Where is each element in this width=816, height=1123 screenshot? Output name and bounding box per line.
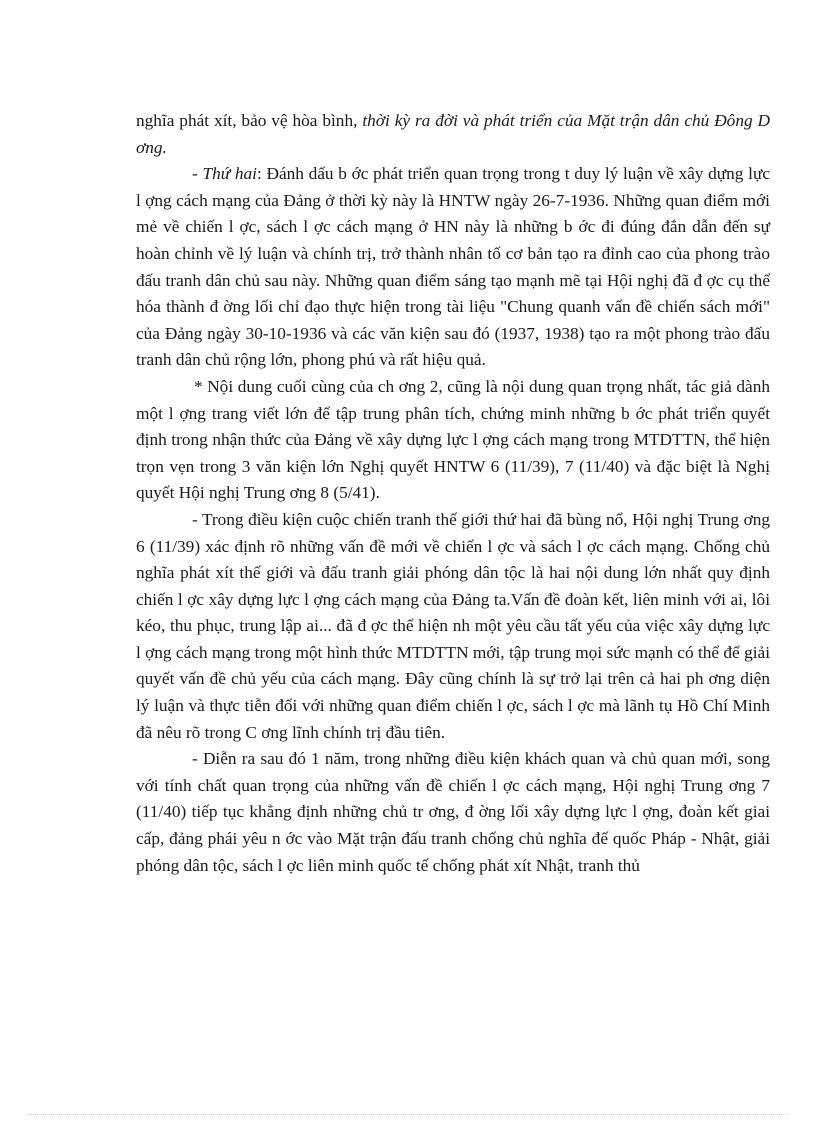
page-bottom-divider: [28, 1114, 788, 1115]
text-run: -: [192, 164, 203, 184]
paragraph-thu-hai: [136, 161, 770, 374]
text-run: : Đánh dấu b ớc phát triển quan trọng trong t duy lý luận về xây dựng lực l ợng cách mạng của Đảng ở thời kỳ này là HNTW ngày 26-7-1936. Những quan điểm mới mẻ về chiến l ợc, sách l ợc cách mạng ở HN này là những b ớc đi đúng đắn dẫn đến sự hoàn chỉnh về lý luận và chính trị, trở thành nhân tố cơ bản tạo ra đỉnh cao của phong trào đấu tranh dân chủ sau này. Những quan điểm sáng tạo mạnh mẽ tại Hội nghị đã đ ợc cụ thể hóa thành đ ờng lối chỉ đạo thực hiện trong tài liệu "Chung quanh vấn đề chiến sách mới" của Đảng ngày 30-10-1936 và các văn kiện sau đó (1937, 1938) tạo ra một phong trào đấu tranh dân chủ rộng lớn, phong phú và rất hiệu quả.: [136, 164, 770, 370]
paragraph-hntw-7: - Diễn ra sau đó 1 năm, trong những điều kiện khách quan và chủ quan mới, song với tính chất quan trọng của những vấn đề chiến l ợc cách mạng, Hội nghị Trung ơng 7 (11/40) tiếp tục khẳng định những chủ tr ơng, đ ờng lối xây dựng lực l ợng, đoàn kết giai cấp, đảng phái yêu n ớc vào Mặt trận đấu tranh chống chủ nghĩa đế quốc Pháp - Nhật, giải phóng dân tộc, sách l ợc liên minh quốc tế chống phát xít Nhật, tranh thủ: [136, 749, 770, 875]
paragraph-noi-dung-cuoi: * Nội dung cuối cùng của ch ơng 2, cũng là nội dung quan trọng nhất, tác giả dành một l ợng trang viết lớn để tập trung phân tích, chứng minh những b ớc phát triển quyết định trong nhận thức của Đảng về xây dựng lực l ợng cách mạng trong MTDTTN, thể hiện trọn vẹn trong 3 văn kiện lớn Nghị quyết HNTW 6 (11/39), 7 (11/40) và đặc biệt là Nghị quyết Hội nghị Trung ơng 8 (5/41).: [136, 376, 770, 503]
text-run: nghĩa phát xít, bảo vệ hòa bình,: [136, 111, 363, 130]
document-page: [136, 108, 770, 879]
paragraph-hntw-6: - Trong điều kiện cuộc chiến tranh thế giới thứ hai đã bùng nổ, Hội nghị Trung ơng 6 (11/39) xác định rõ những vấn đề mới về chiến l ợc và sách l ợc cách mạng. Chống chủ nghĩa phát xít thế giới và đấu tranh giải phóng dân tộc là hai nội dung lớn nhất quy định chiến l ợc xây dựng lực l ợng cách mạng của Đảng ta.Vấn đề đoàn kết, liên minh với ai, lôi kéo, thu phục, trung lập ai... đã đ ợc thể hiện nh một yêu cầu tất yếu của việc xây dựng lực l ợng cách mạng trong một hình thức MTDTTN mới, tập trung mọi sức mạnh có thể để giải quyết vấn đề chủ yếu của cách mạng. Đây cũng chính là sự trở lại trên cả hai ph ơng diện lý luận và thực tiễn đối với những quan điểm chiến l ợc, sách l ợc mà lãnh tụ Hồ Chí Minh đã nêu rõ trong C ơng lĩnh chính trị đầu tiên.: [136, 509, 770, 742]
paragraph-continuation: [136, 108, 770, 161]
italic-run: Thứ hai: [202, 164, 257, 184]
italic-run: thời kỳ ra đời và phát triển của Mặt trận dân chủ Đông D ơng.: [136, 111, 770, 157]
